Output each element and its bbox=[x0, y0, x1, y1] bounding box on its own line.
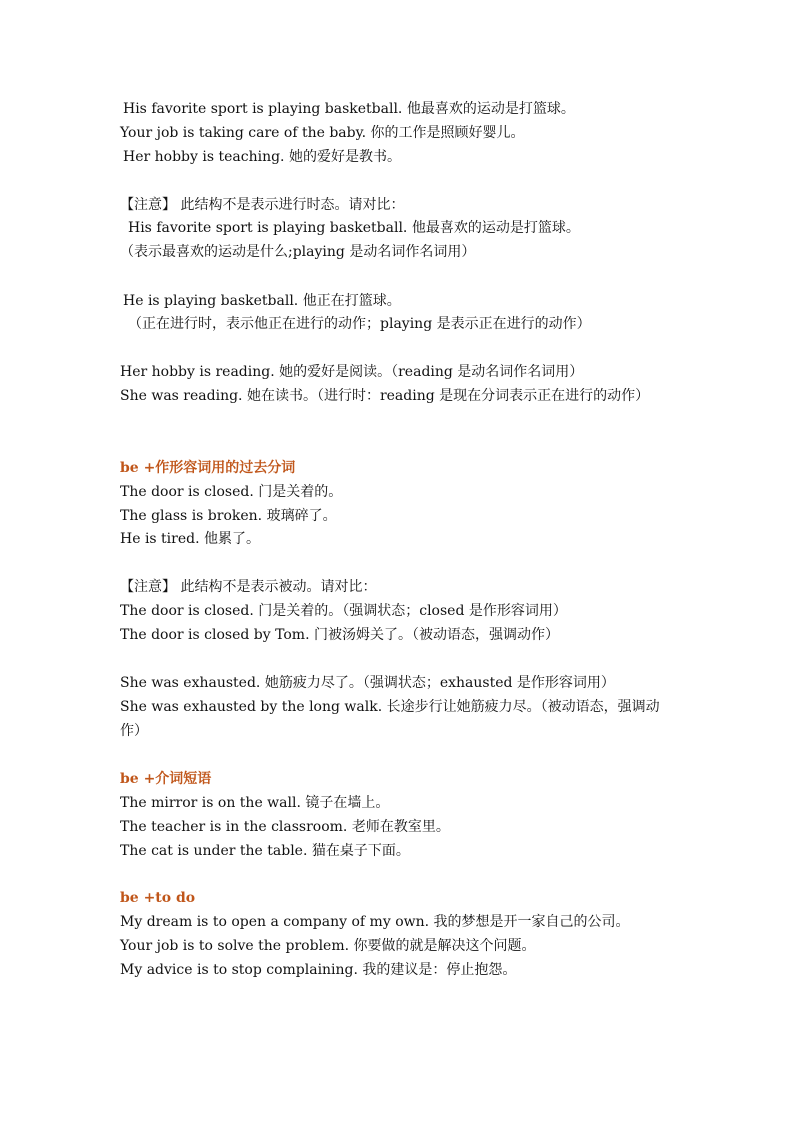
example-line: He is playing basketball. 他正在打篮球。 bbox=[123, 293, 401, 309]
example-line: The door is closed. 门是关着的。 bbox=[120, 484, 343, 500]
example-line: Your job is taking care of the baby. 你的工作是照顾好婴儿。 bbox=[120, 125, 525, 141]
example-line: Your job is to solve the problem. 你要做的就是解决这个问题。 bbox=[120, 938, 536, 954]
example-line: She was exhausted. 她筋疲力尽了。（强调状态；exhausted 是作形容词用） bbox=[120, 675, 615, 691]
example-line: The door is closed. 门是关着的。（强调状态；closed 是作形容词用） bbox=[120, 603, 567, 619]
note-title: 【注意】 此结构不是表示被动。请对比： bbox=[120, 579, 377, 595]
example-line: She was exhausted by the long walk. 长途步行让她筋疲力尽。（被动语态，强调动作） bbox=[120, 699, 660, 739]
example-line: Her hobby is teaching. 她的爱好是教书。 bbox=[123, 149, 401, 165]
example-line: The teacher is in the classroom. 老师在教室里。 bbox=[120, 819, 450, 835]
section-heading: be +to do bbox=[120, 890, 196, 906]
example-line: My dream is to open a company of my own. 我的梦想是开一家自己的公司。 bbox=[120, 914, 630, 930]
example-note: （表示最喜欢的运动是什么;playing 是动名词作名词用） bbox=[120, 244, 476, 260]
section-heading: be +作形容词用的过去分词 bbox=[120, 460, 296, 476]
example-line: The mirror is on the wall. 镜子在墙上。 bbox=[120, 795, 390, 811]
note-title: 【注意】 此结构不是表示进行时态。请对比： bbox=[120, 197, 405, 213]
example-line: The glass is broken. 玻璃碎了。 bbox=[120, 508, 337, 524]
example-line: Her hobby is reading. 她的爱好是阅读。（reading 是动名词作名词用） bbox=[120, 364, 584, 380]
section-heading: be +介词短语 bbox=[120, 771, 212, 787]
example-line: He is tired. 他累了。 bbox=[120, 531, 260, 547]
example-line: The door is closed by Tom. 门被汤姆关了。（被动语态，强调动作） bbox=[120, 627, 559, 643]
example-line: His favorite sport is playing basketball. 他最喜欢的运动是打篮球。 bbox=[128, 220, 580, 236]
example-note: （正在进行时，表示他正在进行的动作；playing 是表示正在进行的动作） bbox=[128, 316, 591, 332]
example-line: My advice is to stop complaining. 我的建议是：停止抱怨。 bbox=[120, 962, 517, 978]
example-line: She was reading. 她在读书。（进行时：reading 是现在分词表示正在进行的动作） bbox=[120, 388, 650, 404]
example-line: His favorite sport is playing basketball. 他最喜欢的运动是打篮球。 bbox=[123, 101, 575, 117]
example-line: The cat is under the table. 猫在桌子下面。 bbox=[120, 843, 410, 859]
